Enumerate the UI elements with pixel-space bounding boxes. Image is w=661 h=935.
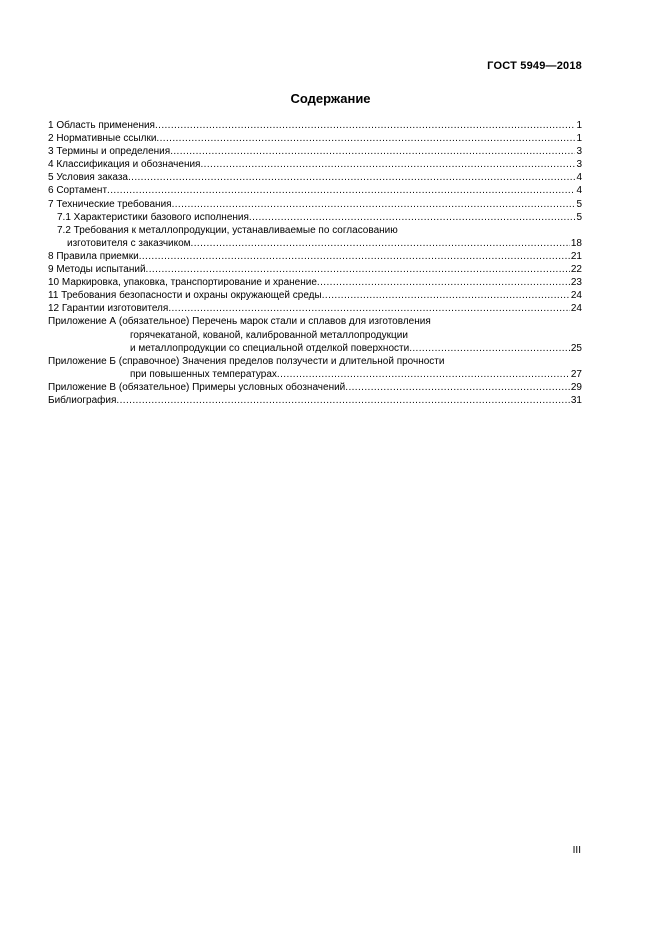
toc-page-number: 1: [576, 133, 582, 145]
toc-entry-4[interactable]: [48, 158, 582, 171]
toc-entry-7-1[interactable]: [48, 211, 582, 224]
toc-page-number: 21: [570, 250, 582, 262]
toc-entry-text: 1 Область применения: [48, 120, 155, 131]
toc-entry-text: 5 Условия заказа: [48, 172, 128, 184]
toc-page-number: 24: [570, 290, 582, 302]
toc-appendix-a-line1[interactable]: Приложение А (обязательное) Перечень марок стали и сплавов для изготовления: [48, 316, 431, 328]
document-code: ГОСТ 5949—2018: [487, 60, 582, 72]
toc-page-number: 27: [570, 368, 582, 380]
toc-leader: [191, 237, 570, 250]
toc-leader: [277, 368, 570, 381]
toc-appendix-a-line2[interactable]: горячекатаной, кованой, калиброванной металлопродукции: [130, 329, 408, 341]
toc-entry-text: 2 Нормативные ссылки: [48, 133, 157, 145]
toc-leader: [139, 250, 570, 263]
toc-leader: [317, 276, 570, 289]
toc-leader: [409, 342, 570, 355]
toc-leader: [172, 198, 576, 211]
toc-entry-text: 12 Гарантии изготовителя: [48, 303, 169, 315]
toc-page-number: 22: [570, 264, 582, 276]
toc-leader: [116, 394, 569, 407]
toc-appendix-a[interactable]: [48, 342, 582, 355]
toc-page-number: 3: [576, 159, 582, 171]
toc-page-number: 4: [576, 172, 582, 184]
toc-entry-text: 11 Требования безопасности и охраны окружающей среды: [48, 290, 322, 302]
toc-title: Содержание: [290, 91, 371, 106]
toc-entry-5[interactable]: [48, 171, 582, 184]
toc-entry-11[interactable]: [48, 289, 582, 302]
toc-entry-text: и металлопродукции со специальной отделкой поверхности: [130, 342, 410, 354]
toc-entry-8[interactable]: [48, 250, 582, 263]
toc-entry-text: 8 Правила приемки: [48, 250, 139, 262]
toc-leader: [249, 211, 576, 224]
toc-page-number: 18: [570, 237, 582, 249]
toc-entry-text: при повышенных температурах: [130, 368, 277, 380]
toc-page-number: 23: [570, 277, 582, 289]
toc-page-number: 5: [576, 198, 582, 210]
toc-leader: [170, 145, 575, 158]
toc-page-number: 1: [576, 120, 582, 131]
toc-entry-text: 4 Классификация и обозначения: [48, 159, 201, 171]
toc-entry-text: Приложение В (обязательное) Примеры условных обозначений: [48, 381, 346, 393]
toc-entry-3[interactable]: [48, 145, 582, 158]
toc-entry-12[interactable]: [48, 302, 582, 315]
toc-entry-6[interactable]: [48, 184, 582, 197]
toc-bibliography[interactable]: [48, 394, 582, 407]
toc-page-number: 29: [570, 381, 582, 393]
toc-leader: [128, 171, 575, 184]
toc-page-number: 24: [570, 303, 582, 315]
toc-leader: [168, 302, 570, 315]
toc-leader: [156, 132, 575, 145]
toc-appendix-b[interactable]: [48, 368, 582, 381]
toc-entry-text: 3 Термины и определения: [48, 146, 171, 158]
table-of-contents: [48, 119, 582, 407]
toc-entry-7-2-line1[interactable]: 7.2 Требования к металлопродукции, устанавливаемые по согласованию: [57, 224, 398, 236]
toc-leader: [107, 184, 575, 197]
toc-entry-1[interactable]: [48, 119, 582, 132]
toc-leader: [345, 381, 570, 394]
toc-entry-text: 6 Сортамент: [48, 185, 108, 197]
page-number: III: [572, 845, 581, 856]
toc-page-number: 3: [576, 146, 582, 158]
toc-leader: [200, 158, 575, 171]
toc-entry-2[interactable]: [48, 132, 582, 145]
toc-entry-text: Библиография: [48, 394, 117, 406]
toc-leader: [155, 119, 575, 132]
toc-leader: [322, 289, 570, 302]
toc-page-number: 4: [576, 185, 582, 197]
toc-entry-7[interactable]: [48, 198, 582, 211]
toc-page-number: 5: [576, 211, 582, 223]
toc-leader: [146, 263, 570, 276]
toc-page-number: 31: [570, 394, 582, 406]
toc-entry-9[interactable]: [48, 263, 582, 276]
toc-page-number: 25: [570, 342, 582, 354]
toc-appendix-v[interactable]: [48, 381, 582, 394]
toc-entry-text: 7.1 Характеристики базового исполнения: [57, 211, 249, 223]
toc-entry-text: 9 Методы испытаний: [48, 264, 146, 276]
toc-entry-text: 7 Технические требования: [48, 198, 172, 210]
toc-entry-text: изготовителя с заказчиком: [67, 237, 191, 249]
toc-entry-7-2[interactable]: [48, 237, 582, 250]
toc-entry-text: 10 Маркировка, упаковка, транспортирование и хранение: [48, 277, 317, 289]
toc-entry-10[interactable]: [48, 276, 582, 289]
toc-appendix-b-line1[interactable]: Приложение Б (справочное) Значения пределов ползучести и длительной прочности: [48, 355, 445, 367]
